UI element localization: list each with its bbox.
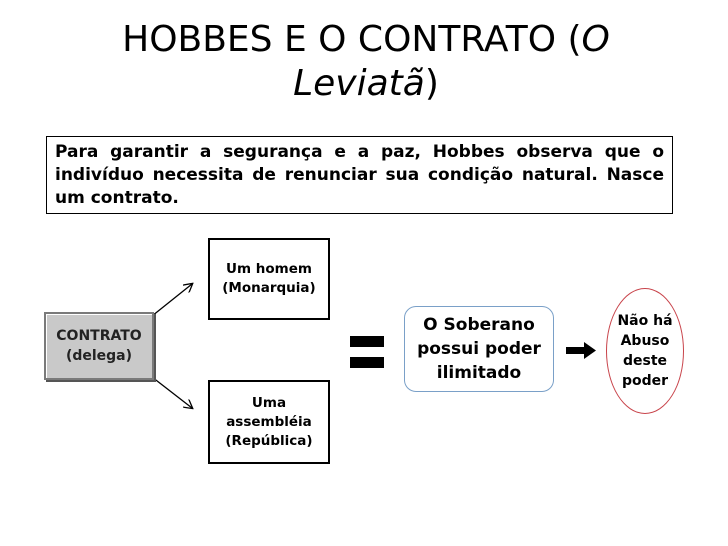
- soberano-box: [404, 306, 554, 392]
- abuso-line-4: poder: [621, 373, 669, 389]
- equals-sign: [350, 336, 384, 370]
- contrato-line-1: CONTRATO: [56, 328, 142, 344]
- soberano-line-1: O Soberano: [423, 315, 535, 335]
- republica-line-3: (República): [225, 432, 313, 449]
- abuso-line-2: Abuso: [620, 333, 670, 349]
- soberano-line-3: ilimitado: [436, 363, 522, 383]
- arrow-to-monarquia: [152, 284, 192, 316]
- soberano-line-2: possui poder: [417, 339, 541, 359]
- republica-line-1: Uma: [251, 394, 287, 411]
- abuso-circle: [606, 288, 684, 414]
- monarquia-box: [208, 238, 330, 320]
- republica-line-2: assembléia: [226, 413, 312, 430]
- intro-box: Para garantir a segurança e a paz, Hobbes observa que o indivíduo necessita de renunciar sua condição natural. Nasce um contrato.: [46, 136, 673, 214]
- republica-box: [208, 380, 330, 464]
- monarquia-line-2: (Monarquia): [222, 280, 316, 296]
- abuso-line-3: deste: [622, 353, 668, 369]
- title-italic: O Leviatã: [293, 19, 610, 104]
- arrow-to-abuso: [566, 342, 596, 359]
- contrato-box: [44, 312, 154, 380]
- title-text: HOBBES E O CONTRATO (: [122, 19, 582, 60]
- arrow-to-republica: [152, 377, 192, 408]
- contrato-line-2: (delega): [65, 348, 133, 364]
- abuso-line-1: Não há: [617, 313, 673, 329]
- title-close: ): [424, 63, 439, 104]
- monarquia-line-1: Um homem: [226, 261, 312, 277]
